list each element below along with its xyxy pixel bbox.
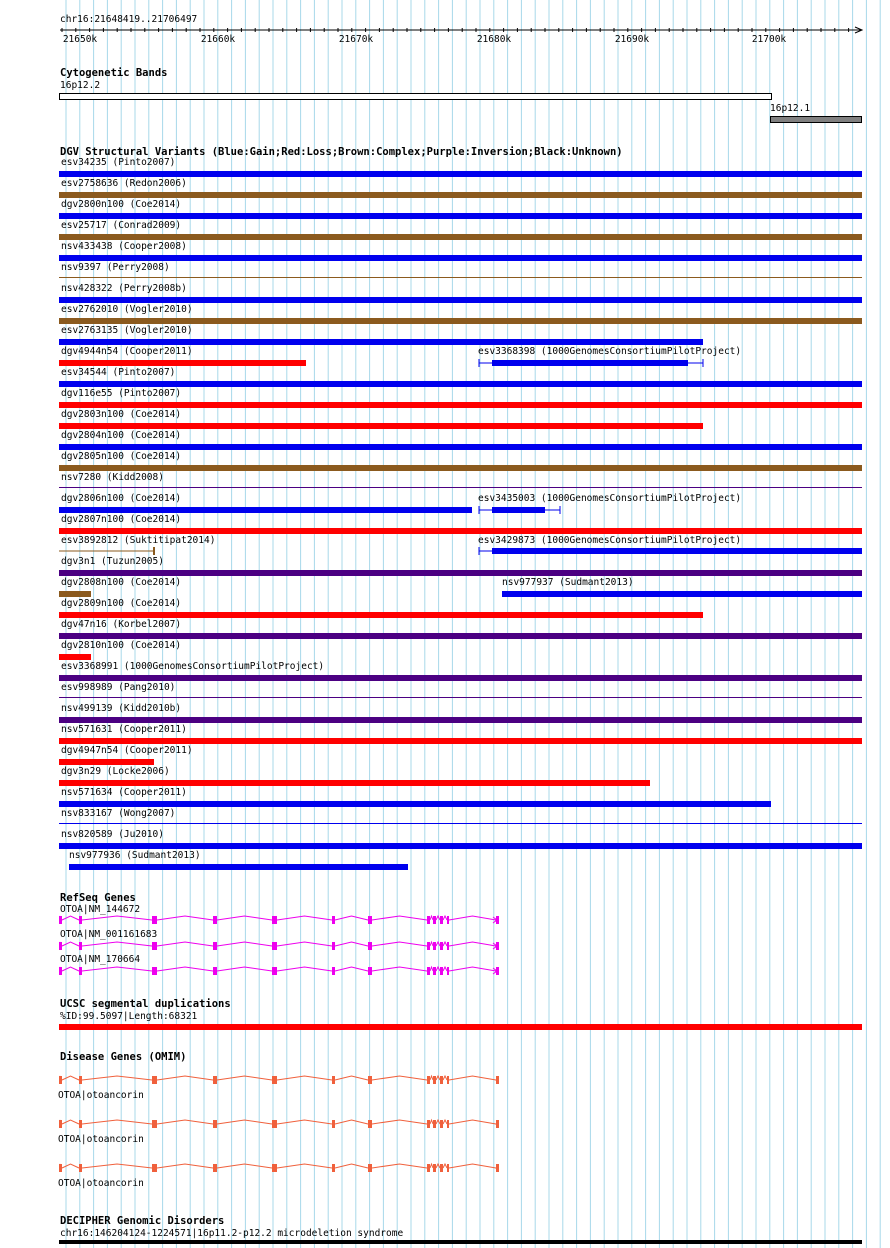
- intron-line: [436, 967, 440, 971]
- variant-label: dgv3n29 (Locke2006): [61, 766, 170, 777]
- exon-block: [272, 916, 277, 924]
- variant-label: dgv2804n100 (Coe2014): [61, 430, 182, 441]
- exon-block: [332, 1120, 335, 1128]
- gene-model-refseq[interactable]: [59, 939, 504, 953]
- intron-line: [277, 916, 332, 920]
- variant-glyph-complex[interactable]: [58, 546, 158, 556]
- segdups-title: UCSC segmental duplications: [60, 998, 231, 1010]
- exon-block: [427, 967, 430, 975]
- exon-block: [59, 1120, 62, 1128]
- exon-block: [440, 1164, 443, 1172]
- cytoband-16p12-1[interactable]: [770, 116, 862, 123]
- exon-block: [59, 1164, 62, 1172]
- intron-line: [436, 1164, 440, 1168]
- variant-bar-gain[interactable]: [59, 381, 862, 387]
- variant-label: nsv977937 (Sudmant2013): [502, 577, 634, 588]
- exon-block: [440, 916, 443, 924]
- intron-line: [217, 1120, 272, 1124]
- exon-block: [447, 916, 449, 924]
- intron-line: [62, 1164, 79, 1168]
- variant-bar-complex[interactable]: [59, 234, 862, 240]
- variant-label: dgv3n1 (Tuzun2005): [61, 556, 164, 567]
- variant-bar-loss[interactable]: [59, 402, 862, 408]
- intron-line: [157, 1076, 213, 1080]
- variant-bar-gain[interactable]: [502, 591, 862, 597]
- exon-block: [433, 1076, 436, 1084]
- exon-block: [368, 1164, 372, 1172]
- exon-block: [79, 1164, 82, 1172]
- variant-label: dgv4947n54 (Cooper2011): [61, 745, 193, 756]
- intron-line: [217, 916, 272, 920]
- intron-line: [335, 1076, 368, 1080]
- variant-bar-inversion[interactable]: [59, 697, 862, 698]
- exon-block: [427, 942, 430, 950]
- intron-line: [372, 916, 427, 920]
- intron-line: [82, 967, 152, 971]
- variant-label: nsv433438 (Cooper2008): [61, 241, 187, 252]
- intron-line: [217, 1164, 272, 1168]
- intron-line: [82, 916, 152, 920]
- gene-model-refseq[interactable]: [59, 913, 504, 927]
- exon-block: [440, 1076, 443, 1084]
- variant-bar-loss[interactable]: [59, 780, 650, 786]
- intron-line: [443, 942, 447, 946]
- intron-line: [62, 942, 79, 946]
- intron-line: [335, 967, 368, 971]
- variant-label: dgv2803n100 (Coe2014): [61, 409, 182, 420]
- variant-bar-gain[interactable]: [59, 255, 862, 261]
- intron-line: [372, 1076, 427, 1080]
- intron-line: [372, 942, 427, 946]
- variant-bar-gain[interactable]: [59, 171, 862, 177]
- exon-block: [427, 1076, 430, 1084]
- exon-block: [433, 916, 436, 924]
- intron-line: [436, 916, 440, 920]
- exon-block: [59, 1076, 62, 1084]
- intron-line: [82, 1164, 152, 1168]
- gene-label: OTOA|NM_170664: [60, 954, 141, 965]
- variant-bar-gain[interactable]: [59, 297, 862, 303]
- gene-model-omim[interactable]: [59, 1073, 504, 1087]
- exon-block: [447, 1120, 449, 1128]
- exon-block: [59, 942, 62, 950]
- ruler-tick: 21670k: [338, 34, 374, 45]
- variant-bar-loss[interactable]: [59, 612, 703, 618]
- exon-block: [213, 967, 217, 975]
- variant-bar-gain[interactable]: [59, 801, 771, 807]
- exon-block: [213, 1164, 217, 1172]
- cytoband-16p12-2[interactable]: [59, 93, 772, 100]
- variant-glyph-gain[interactable]: [476, 358, 706, 368]
- segdup-label: %ID:99.5097|Length:68321: [60, 1011, 198, 1022]
- variant-glyph-gain[interactable]: [476, 546, 864, 556]
- variant-bar-complex[interactable]: [59, 192, 862, 198]
- decipher-bar[interactable]: [59, 1240, 862, 1244]
- intron-line: [443, 1120, 447, 1124]
- intron-line: [449, 1164, 496, 1168]
- intron-line: [82, 1120, 152, 1124]
- variant-label: nsv9397 (Perry2008): [61, 262, 170, 273]
- variant-bar-loss[interactable]: [59, 759, 154, 765]
- exon-block: [427, 1164, 430, 1172]
- intron-line: [62, 967, 79, 971]
- exon-block: [152, 942, 157, 950]
- omim-gene-label: OTOA|otoancorin: [58, 1134, 144, 1145]
- intron-line: [277, 967, 332, 971]
- intron-line: [157, 967, 213, 971]
- intron-line: [436, 942, 440, 946]
- exon-block: [152, 967, 157, 975]
- intron-line: [449, 967, 496, 971]
- variant-bar-inversion[interactable]: [59, 487, 862, 488]
- intron-line: [277, 1076, 332, 1080]
- variant-bar-loss[interactable]: [59, 423, 703, 429]
- exon-block: [272, 967, 277, 975]
- ruler-tick: 21650k: [62, 34, 98, 45]
- variant-bar-complex[interactable]: [59, 277, 862, 278]
- exon-block: [440, 1120, 443, 1128]
- variant-bar-inversion[interactable]: [59, 570, 862, 576]
- exon-block: [440, 967, 443, 975]
- variant-label: nsv428322 (Perry2008b): [61, 283, 187, 294]
- variant-bar-inversion[interactable]: [59, 717, 862, 723]
- variant-label: dgv2808n100 (Coe2014): [61, 577, 182, 588]
- exon-block: [59, 916, 62, 924]
- omim-gene-label: OTOA|otoancorin: [58, 1090, 144, 1101]
- exon-block: [368, 967, 372, 975]
- variant-label: esv3368991 (1000GenomesConsortiumPilotProject): [61, 661, 325, 672]
- intron-line: [449, 916, 496, 920]
- variant-bar-complex[interactable]: [59, 318, 862, 324]
- gene-model-omim[interactable]: [59, 1161, 504, 1175]
- exon-block: [332, 967, 335, 975]
- variant-label: esv34544 (Pinto2007): [61, 367, 176, 378]
- exon-block: [368, 942, 372, 950]
- exon-block: [79, 1076, 82, 1084]
- exon-block: [433, 942, 436, 950]
- intron-line: [430, 967, 433, 971]
- variant-bar-gain[interactable]: [59, 823, 862, 824]
- intron-line: [277, 942, 332, 946]
- exon-block: [433, 1164, 436, 1172]
- variant-bar-loss[interactable]: [59, 360, 306, 366]
- intron-line: [62, 916, 79, 920]
- exon-block: [213, 1120, 217, 1128]
- variant-label: nsv833167 (Wong2007): [61, 808, 176, 819]
- exon-block: [152, 916, 157, 924]
- variant-bar-gain[interactable]: [59, 843, 862, 849]
- variant-label: dgv2807n100 (Coe2014): [61, 514, 182, 525]
- intron-line: [372, 967, 427, 971]
- variant-bar-loss[interactable]: [59, 528, 862, 534]
- variant-bar-complex[interactable]: [59, 591, 91, 597]
- intron-line: [335, 1120, 368, 1124]
- variant-label: nsv571631 (Cooper2011): [61, 724, 187, 735]
- variant-bar-inversion[interactable]: [59, 675, 862, 681]
- intron-line: [82, 1076, 152, 1080]
- ruler-tick: 21680k: [476, 34, 512, 45]
- variant-label: esv2763135 (Vogler2010): [61, 325, 193, 336]
- intron-line: [436, 1076, 440, 1080]
- variant-bar-loss[interactable]: [59, 654, 91, 660]
- variant-label: dgv116e55 (Pinto2007): [61, 388, 182, 399]
- variant-bar-gain[interactable]: [59, 444, 862, 450]
- variant-label: dgv2810n100 (Coe2014): [61, 640, 182, 651]
- variant-label: dgv2805n100 (Coe2014): [61, 451, 182, 462]
- exon-block: [79, 916, 82, 924]
- exon-block: [440, 942, 443, 950]
- ruler-position: chr16:21648419..21706497: [60, 14, 198, 25]
- exon-block: [368, 916, 372, 924]
- exon-block: [368, 1120, 372, 1128]
- exon-block: [433, 967, 436, 975]
- exon-block: [213, 942, 217, 950]
- variant-label: nsv7280 (Kidd2008): [61, 472, 164, 483]
- cytoband-label: 16p12.1: [770, 103, 811, 114]
- intron-line: [449, 1076, 496, 1080]
- exon-block: [79, 967, 82, 975]
- variant-label: esv2758636 (Redon2006): [61, 178, 187, 189]
- decipher-title: DECIPHER Genomic Disorders: [60, 1215, 225, 1227]
- exon-block: [272, 1076, 277, 1084]
- variant-label: esv2762010 (Vogler2010): [61, 304, 193, 315]
- exon-block: [152, 1076, 157, 1084]
- exon-block: [368, 1076, 372, 1084]
- variant-label: esv3429873 (1000GenomesConsortiumPilotProject): [478, 535, 742, 546]
- intron-line: [157, 1120, 213, 1124]
- variant-label: nsv820589 (Ju2010): [61, 829, 164, 840]
- intron-line: [277, 1164, 332, 1168]
- intron-line: [62, 1076, 79, 1080]
- exon-block: [332, 1076, 335, 1084]
- exon-block: [79, 942, 82, 950]
- exon-block: [79, 1120, 82, 1128]
- exon-block: [213, 1076, 217, 1084]
- intron-line: [430, 1076, 433, 1080]
- exon-block: [272, 1164, 277, 1172]
- variant-bar-gain[interactable]: [69, 864, 408, 870]
- exon-block: [332, 1164, 335, 1172]
- variant-label: esv3435003 (1000GenomesConsortiumPilotProject): [478, 493, 742, 504]
- variant-bar-gain[interactable]: [59, 339, 703, 345]
- intron-line: [335, 942, 368, 946]
- cytoband-label: 16p12.2: [60, 80, 101, 91]
- intron-line: [157, 942, 213, 946]
- intron-line: [449, 1120, 496, 1124]
- intron-line: [430, 1120, 433, 1124]
- refseq-title: RefSeq Genes: [60, 892, 136, 904]
- ruler-tick: 21690k: [614, 34, 650, 45]
- intron-line: [443, 967, 447, 971]
- exon-block: [272, 1120, 277, 1128]
- intron-line: [157, 1164, 213, 1168]
- variant-label: dgv47n16 (Korbel2007): [61, 619, 182, 630]
- exon-block: [447, 942, 449, 950]
- decipher-label: chr16:146204124-1224571|16p11.2-p12.2 microdeletion syndrome: [60, 1228, 404, 1239]
- omim-title: Disease Genes (OMIM): [60, 1051, 187, 1063]
- intron-line: [62, 1120, 79, 1124]
- intron-line: [372, 1164, 427, 1168]
- variant-label: nsv499139 (Kidd2010b): [61, 703, 182, 714]
- intron-line: [436, 1120, 440, 1124]
- variant-label: dgv2806n100 (Coe2014): [61, 493, 182, 504]
- intron-line: [277, 1120, 332, 1124]
- exon-block: [433, 1120, 436, 1128]
- intron-line: [430, 1164, 433, 1168]
- intron-line: [443, 1076, 447, 1080]
- intron-line: [82, 942, 152, 946]
- intron-line: [430, 942, 433, 946]
- variant-label: esv25717 (Conrad2009): [61, 220, 182, 231]
- dgv-title: DGV Structural Variants (Blue:Gain;Red:Loss;Brown:Complex;Purple:Inversion;Black:Unknown): [60, 146, 623, 158]
- exon-block: [272, 942, 277, 950]
- gene-model-omim[interactable]: [59, 1117, 504, 1131]
- intron-line: [449, 942, 496, 946]
- intron-line: [217, 967, 272, 971]
- variant-label: esv3368398 (1000GenomesConsortiumPilotProject): [478, 346, 742, 357]
- gene-label: OTOA|NM_001161683: [60, 929, 158, 940]
- variant-bar-inversion[interactable]: [59, 633, 862, 639]
- exon-block: [447, 1164, 449, 1172]
- exon-block: [447, 1076, 449, 1084]
- intron-line: [157, 916, 213, 920]
- intron-line: [443, 916, 447, 920]
- exon-block: [332, 916, 335, 924]
- intron-line: [217, 942, 272, 946]
- variant-label: esv3892812 (Suktitipat2014): [61, 535, 216, 546]
- intron-line: [335, 1164, 368, 1168]
- segdup-bar[interactable]: [59, 1024, 862, 1030]
- exon-block: [152, 1120, 157, 1128]
- variant-label: nsv977936 (Sudmant2013): [69, 850, 201, 861]
- gene-label: OTOA|NM_144672: [60, 904, 141, 915]
- variant-label: dgv2809n100 (Coe2014): [61, 598, 182, 609]
- exon-block: [59, 967, 62, 975]
- variant-bar-loss[interactable]: [59, 738, 862, 744]
- variant-bar-complex[interactable]: [59, 465, 862, 471]
- variant-bar-gain[interactable]: [59, 507, 472, 513]
- exon-block: [427, 916, 430, 924]
- exon-block: [332, 942, 335, 950]
- exon-block: [152, 1164, 157, 1172]
- ruler-tick: 21660k: [200, 34, 236, 45]
- intron-line: [335, 916, 368, 920]
- variant-label: dgv2800n100 (Coe2014): [61, 199, 182, 210]
- exon-block: [427, 1120, 430, 1128]
- gene-model-refseq[interactable]: [59, 964, 504, 978]
- omim-gene-label: OTOA|otoancorin: [58, 1178, 144, 1189]
- cytobands-title: Cytogenetic Bands: [60, 67, 168, 79]
- intron-line: [443, 1164, 447, 1168]
- intron-line: [217, 1076, 272, 1080]
- ruler-tick: 21700k: [751, 34, 787, 45]
- intron-line: [430, 916, 433, 920]
- variant-glyph-gain[interactable]: [476, 505, 566, 515]
- intron-line: [372, 1120, 427, 1124]
- exon-block: [447, 967, 449, 975]
- variant-label: esv34235 (Pinto2007): [61, 157, 176, 168]
- variant-bar-gain[interactable]: [59, 213, 862, 219]
- variant-label: esv998989 (Pang2010): [61, 682, 176, 693]
- variant-label: dgv4944n54 (Cooper2011): [61, 346, 193, 357]
- exon-block: [213, 916, 217, 924]
- variant-label: nsv571634 (Cooper2011): [61, 787, 187, 798]
